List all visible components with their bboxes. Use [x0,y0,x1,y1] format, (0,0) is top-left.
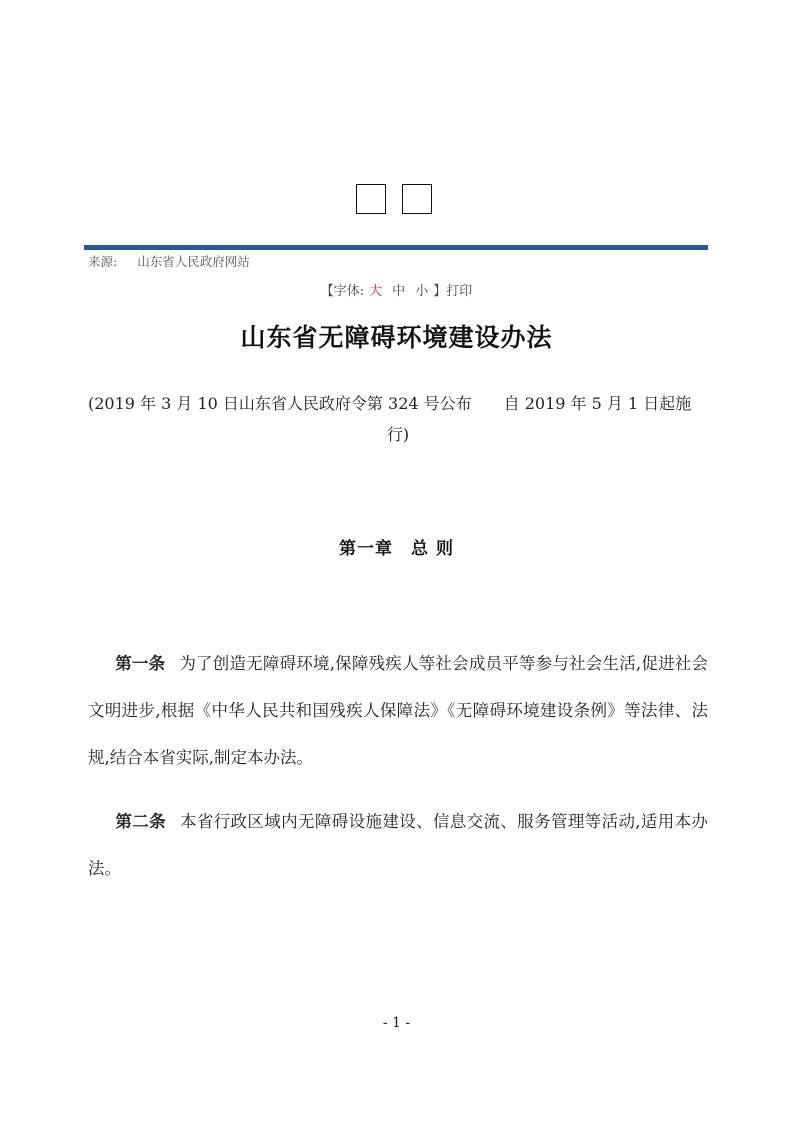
font-small-button[interactable]: 小 [415,284,429,299]
chapter-title: 第一章 总 则 [339,539,454,559]
font-tools-suffix: 】 [433,284,447,299]
article-1 [88,640,708,781]
article-2-heading: 第二条 [115,812,166,831]
article-1-text: 为了创造无障碍环境,保障残疾人等社会成员平等参与社会生活,促进社会文明进步,根据《中华人民共和国残疾人保障法》《无障碍环境建设条例》等法律、法规,结合本省实际,制定本办法。 [88,654,709,767]
article-2-text: 本省行政区域内无障碍设施建设、信息交流、服务管理等活动,适用本办法。 [88,812,709,878]
subtitle-line1: (2019 年 3 月 10 日山东省人民政府令第 324 号公布 自 2019 年 5 月 1 日起施 [88,394,692,413]
logo-box-left [356,184,386,214]
font-large-button[interactable]: 大 [369,284,383,299]
source-line [88,252,250,270]
document-subtitle [88,388,708,450]
source-label: 来源: [88,254,118,269]
page-number: - 1 - [382,1015,411,1031]
header-rule [84,245,708,250]
subtitle-line2: 行) [386,425,410,444]
font-tools-prefix: 【字体: [320,284,365,299]
logo-box-right [402,184,432,214]
document-title: 山东省无障碍环境建设办法 [240,323,553,352]
font-medium-button[interactable]: 中 [392,284,406,299]
print-button[interactable]: 打印 [446,284,473,299]
article-2 [88,798,708,892]
source-value: 山东省人民政府网站 [137,254,250,269]
header-logo [356,184,432,216]
article-1-heading: 第一条 [115,654,166,673]
font-size-toolbar [0,280,793,299]
